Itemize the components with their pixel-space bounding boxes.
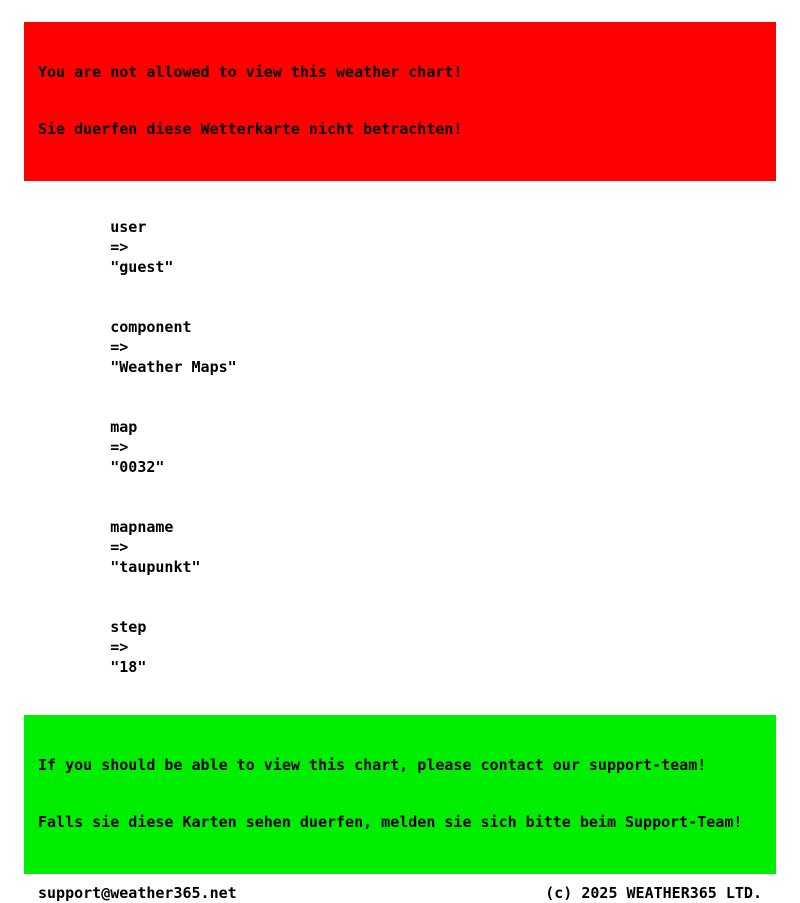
arrow-glyph: => (110, 438, 129, 456)
arrow-glyph: => (110, 638, 129, 656)
error-banner (24, 22, 776, 181)
arrow-glyph: => (110, 338, 129, 356)
detail-row-step (38, 597, 776, 697)
detail-value: "taupunkt" (110, 558, 201, 576)
error-message-de: Sie duerfen diese Wetterkarte nicht betrachten! (38, 120, 463, 138)
footer (24, 883, 776, 903)
detail-value: "18" (110, 658, 147, 676)
detail-key: user (110, 218, 147, 236)
copyright-notice: (c) 2025 WEATHER365 LTD. (545, 884, 762, 902)
page-content (24, 22, 776, 903)
request-details (24, 197, 776, 697)
support-message-en: If you should be able to view this chart, please contact our support-team! (38, 756, 707, 774)
detail-value: "0032" (110, 458, 165, 476)
detail-value: "guest" (110, 258, 174, 276)
support-email: support@weather365.net (38, 884, 237, 902)
support-banner (24, 715, 776, 874)
detail-row-map (38, 397, 776, 497)
detail-key: map (110, 418, 138, 436)
detail-key: component (110, 318, 192, 336)
detail-row-component (38, 297, 776, 397)
detail-value: "Weather Maps" (110, 358, 237, 376)
arrow-glyph: => (110, 538, 129, 556)
support-message-de: Falls sie diese Karten sehen duerfen, melden sie sich bitte beim Support-Team! (38, 813, 743, 831)
detail-key: step (110, 618, 147, 636)
arrow-glyph: => (110, 238, 129, 256)
detail-key: mapname (110, 518, 174, 536)
detail-row-mapname (38, 497, 776, 597)
error-message-en: You are not allowed to view this weather chart! (38, 63, 463, 81)
detail-row-user (38, 197, 776, 297)
